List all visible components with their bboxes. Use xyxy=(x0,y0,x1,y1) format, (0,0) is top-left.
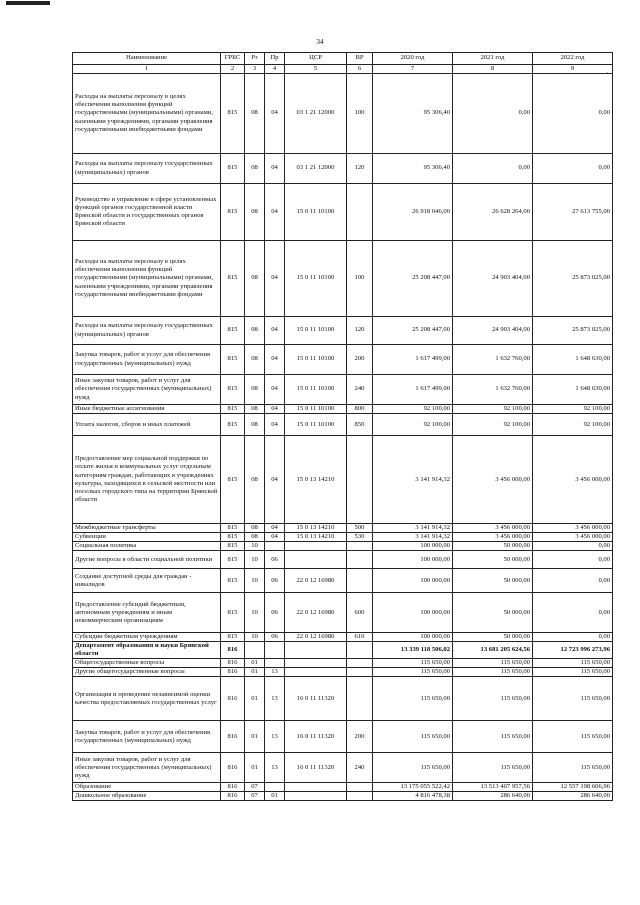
table-row xyxy=(73,593,613,633)
row-vr xyxy=(347,551,373,569)
row-pr xyxy=(265,783,285,792)
table-row xyxy=(73,542,613,551)
row-csr xyxy=(285,659,347,668)
row-name: Иные закупки товаров, работ и услуг для обеспечения государственных (муниципальных) нужд xyxy=(73,753,221,783)
table-row xyxy=(73,375,613,405)
row-amount-2022: 115 650,00 xyxy=(533,721,613,753)
row-amount-2022: 1 648 630,00 xyxy=(533,345,613,375)
table-row xyxy=(73,184,613,241)
row-grbs: 815 xyxy=(221,241,245,317)
row-vr xyxy=(347,783,373,792)
row-amount-2022: 12 557 198 606,96 xyxy=(533,783,613,792)
row-grbs: 815 xyxy=(221,533,245,542)
row-amount-2020: 100 000,00 xyxy=(373,542,453,551)
row-amount-2021: 3 456 000,00 xyxy=(453,533,533,542)
row-amount-2020: 115 650,00 xyxy=(373,677,453,721)
row-name: Субсидии бюджетным учреждениям xyxy=(73,633,221,642)
row-name: Уплата налогов, сборов и иных платежей xyxy=(73,414,221,436)
row-name: Иные закупки товаров, работ и услуг для обеспечения государственных (муниципальных) нужд xyxy=(73,375,221,405)
row-name: Расходы на выплаты персоналу государственных (муниципальных) органов xyxy=(73,154,221,184)
row-amount-2022: 92 100,00 xyxy=(533,405,613,414)
table-row xyxy=(73,792,613,801)
row-grbs: 816 xyxy=(221,677,245,721)
row-grbs: 815 xyxy=(221,542,245,551)
row-rz: 08 xyxy=(245,154,265,184)
row-vr: 200 xyxy=(347,721,373,753)
row-amount-2020: 3 141 914,32 xyxy=(373,524,453,533)
row-amount-2021: 24 903 404,00 xyxy=(453,317,533,345)
col-index: 4 xyxy=(265,65,285,74)
row-amount-2022: 115 650,00 xyxy=(533,668,613,677)
row-pr: 06 xyxy=(265,551,285,569)
row-amount-2022: 0,00 xyxy=(533,74,613,154)
row-name: Расходы на выплаты персоналу в целях обеспечения выполнения функций государственными (муниципальными) органами, казенными учреждениями, органами управления государственными внебюджетными фондами xyxy=(73,74,221,154)
row-grbs: 815 xyxy=(221,551,245,569)
row-amount-2020: 115 650,00 xyxy=(373,753,453,783)
col-index: 2 xyxy=(221,65,245,74)
row-grbs: 816 xyxy=(221,668,245,677)
col-index: 6 xyxy=(347,65,373,74)
row-amount-2021: 50 000,00 xyxy=(453,593,533,633)
row-vr xyxy=(347,569,373,593)
budget-table xyxy=(72,52,613,801)
row-vr: 100 xyxy=(347,241,373,317)
table-row xyxy=(73,533,613,542)
row-name: Образование xyxy=(73,783,221,792)
table-row xyxy=(73,154,613,184)
row-amount-2021: 115 650,00 xyxy=(453,659,533,668)
row-rz xyxy=(245,642,265,659)
row-amount-2022: 0,00 xyxy=(533,633,613,642)
row-grbs: 815 xyxy=(221,375,245,405)
row-csr: 15 0 11 10100 xyxy=(285,414,347,436)
row-vr xyxy=(347,642,373,659)
row-rz: 08 xyxy=(245,74,265,154)
table-row xyxy=(73,633,613,642)
row-name: Предоставление мер социальной поддержки по оплате жилья и коммунальных услуг отдельным категориям граждан, работающих в учреждениях культуры, находящихся в сельской местности или поселках городского типа на территории Брянской области xyxy=(73,436,221,524)
row-csr xyxy=(285,551,347,569)
row-amount-2020: 3 141 914,32 xyxy=(373,436,453,524)
row-rz: 01 xyxy=(245,659,265,668)
row-amount-2021: 50 000,00 xyxy=(453,551,533,569)
row-csr: 15 0 11 10100 xyxy=(285,375,347,405)
row-name: Иные бюджетные ассигнования xyxy=(73,405,221,414)
row-pr: 04 xyxy=(265,533,285,542)
table-row xyxy=(73,721,613,753)
row-vr: 120 xyxy=(347,154,373,184)
table-row xyxy=(73,345,613,375)
col-header-vr: ВР xyxy=(347,53,373,65)
row-vr xyxy=(347,668,373,677)
row-pr: 04 xyxy=(265,241,285,317)
column-index-row xyxy=(73,65,613,74)
row-pr: 04 xyxy=(265,345,285,375)
row-amount-2021: 1 632 760,00 xyxy=(453,345,533,375)
row-grbs: 815 xyxy=(221,633,245,642)
table-row xyxy=(73,677,613,721)
row-name: Руководство и управление в сфере установленных функций органов государственной власти Брянской области и государственных органов Брянской области xyxy=(73,184,221,241)
row-rz: 10 xyxy=(245,593,265,633)
col-header-2021: 2021 год xyxy=(453,53,533,65)
row-pr: 04 xyxy=(265,184,285,241)
row-amount-2021: 115 650,00 xyxy=(453,721,533,753)
budget-table-container xyxy=(72,52,612,801)
row-name: Социальная политика xyxy=(73,542,221,551)
row-amount-2022: 27 613 755,00 xyxy=(533,184,613,241)
col-index: 5 xyxy=(285,65,347,74)
row-rz: 08 xyxy=(245,524,265,533)
row-amount-2020: 100 000,00 xyxy=(373,551,453,569)
row-rz: 08 xyxy=(245,533,265,542)
table-row xyxy=(73,405,613,414)
row-amount-2022: 115 650,00 xyxy=(533,677,613,721)
row-amount-2021: 0,00 xyxy=(453,74,533,154)
row-vr: 240 xyxy=(347,753,373,783)
col-header-csr: ЦСР xyxy=(285,53,347,65)
row-csr: 15 0 13 14210 xyxy=(285,533,347,542)
row-amount-2021: 0,00 xyxy=(453,154,533,184)
row-csr: 15 0 11 10100 xyxy=(285,345,347,375)
row-name: Межбюджетные трансферты xyxy=(73,524,221,533)
row-rz: 01 xyxy=(245,668,265,677)
row-vr xyxy=(347,542,373,551)
col-index: 9 xyxy=(533,65,613,74)
row-vr xyxy=(347,659,373,668)
row-amount-2020: 4 816 478,38 xyxy=(373,792,453,801)
row-grbs: 815 xyxy=(221,569,245,593)
row-amount-2021: 50 000,00 xyxy=(453,633,533,642)
row-pr: 13 xyxy=(265,721,285,753)
row-csr: 22 0 12 16980 xyxy=(285,593,347,633)
row-amount-2022: 115 650,00 xyxy=(533,659,613,668)
row-amount-2022: 25 873 025,00 xyxy=(533,241,613,317)
row-pr: 13 xyxy=(265,668,285,677)
row-name: Расходы на выплаты персоналу в целях обеспечения выполнения функций государственными (муниципальными) органами, казенными учреждениями, органами управления государственными внебюджетными фондами xyxy=(73,241,221,317)
row-rz: 08 xyxy=(245,375,265,405)
row-grbs: 816 xyxy=(221,783,245,792)
row-vr xyxy=(347,436,373,524)
row-amount-2020: 92 100,00 xyxy=(373,405,453,414)
row-rz: 01 xyxy=(245,721,265,753)
row-grbs: 816 xyxy=(221,721,245,753)
row-rz: 08 xyxy=(245,405,265,414)
row-amount-2020: 13 175 055 522,42 xyxy=(373,783,453,792)
col-header-2022: 2022 год xyxy=(533,53,613,65)
row-amount-2020: 1 617 499,00 xyxy=(373,345,453,375)
col-header-2020: 2020 год xyxy=(373,53,453,65)
row-name: Закупка товаров, работ и услуг для обеспечения государственных (муниципальных) нужд xyxy=(73,721,221,753)
row-amount-2022: 12 723 996 273,96 xyxy=(533,642,613,659)
row-amount-2020: 92 100,00 xyxy=(373,414,453,436)
row-amount-2022: 0,00 xyxy=(533,542,613,551)
row-grbs: 816 xyxy=(221,792,245,801)
row-vr: 240 xyxy=(347,375,373,405)
row-pr: 04 xyxy=(265,154,285,184)
row-amount-2021: 3 456 000,00 xyxy=(453,436,533,524)
row-csr: 22 0 12 16980 xyxy=(285,633,347,642)
row-pr: 04 xyxy=(265,405,285,414)
scan-speck: · xyxy=(606,69,609,78)
row-name: Дошкольное образование xyxy=(73,792,221,801)
row-name: Другие общегосударственные вопросы xyxy=(73,668,221,677)
row-grbs: 815 xyxy=(221,184,245,241)
row-csr: 15 0 13 14210 xyxy=(285,524,347,533)
row-rz: 08 xyxy=(245,317,265,345)
table-row xyxy=(73,74,613,154)
table-row xyxy=(73,414,613,436)
row-amount-2020: 3 141 914,32 xyxy=(373,533,453,542)
row-csr: 15 0 11 10100 xyxy=(285,405,347,414)
row-name: Закупка товаров, работ и услуг для обеспечения государственных (муниципальных) нужд xyxy=(73,345,221,375)
header-row xyxy=(73,53,613,65)
row-csr: 03 1 21 12000 xyxy=(285,74,347,154)
row-amount-2022: 25 873 025,00 xyxy=(533,317,613,345)
row-grbs: 816 xyxy=(221,642,245,659)
row-grbs: 815 xyxy=(221,414,245,436)
row-rz: 08 xyxy=(245,241,265,317)
row-vr: 530 xyxy=(347,533,373,542)
page-number: 34 xyxy=(316,37,324,46)
row-vr: 500 xyxy=(347,524,373,533)
row-vr: 200 xyxy=(347,345,373,375)
row-amount-2020: 115 650,00 xyxy=(373,659,453,668)
row-vr: 100 xyxy=(347,74,373,154)
row-rz: 07 xyxy=(245,792,265,801)
row-rz: 10 xyxy=(245,542,265,551)
table-row xyxy=(73,317,613,345)
row-grbs: 815 xyxy=(221,405,245,414)
row-amount-2020: 115 650,00 xyxy=(373,668,453,677)
row-csr: 15 0 13 14210 xyxy=(285,436,347,524)
row-amount-2022: 3 456 000,00 xyxy=(533,436,613,524)
row-pr: 13 xyxy=(265,753,285,783)
row-grbs: 815 xyxy=(221,345,245,375)
row-rz: 10 xyxy=(245,551,265,569)
row-amount-2020: 1 617 499,00 xyxy=(373,375,453,405)
row-amount-2021: 13 681 205 624,56 xyxy=(453,642,533,659)
row-amount-2020: 100 000,00 xyxy=(373,593,453,633)
row-csr: 15 0 11 10100 xyxy=(285,241,347,317)
row-rz: 07 xyxy=(245,783,265,792)
row-rz: 08 xyxy=(245,345,265,375)
row-vr xyxy=(347,677,373,721)
col-header-rz: Рз xyxy=(245,53,265,65)
row-grbs: 815 xyxy=(221,593,245,633)
col-header-name: Наименование xyxy=(73,53,221,65)
row-pr xyxy=(265,542,285,551)
row-amount-2020: 100 000,00 xyxy=(373,569,453,593)
row-pr xyxy=(265,642,285,659)
row-grbs: 815 xyxy=(221,524,245,533)
row-name: Общегосударственные вопросы xyxy=(73,659,221,668)
row-amount-2020: 95 306,40 xyxy=(373,154,453,184)
row-csr: 15 0 11 10100 xyxy=(285,317,347,345)
table-row xyxy=(73,753,613,783)
row-amount-2021: 1 632 760,00 xyxy=(453,375,533,405)
row-amount-2021: 92 100,00 xyxy=(453,414,533,436)
row-amount-2020: 13 339 118 506,02 xyxy=(373,642,453,659)
row-amount-2022: 3 456 000,00 xyxy=(533,524,613,533)
table-row xyxy=(73,569,613,593)
row-vr xyxy=(347,184,373,241)
row-pr: 04 xyxy=(265,74,285,154)
row-vr: 850 xyxy=(347,414,373,436)
row-csr: 22 0 12 16980 xyxy=(285,569,347,593)
row-grbs: 815 xyxy=(221,154,245,184)
row-pr: 01 xyxy=(265,792,285,801)
row-amount-2022: 92 100,00 xyxy=(533,414,613,436)
row-rz: 08 xyxy=(245,436,265,524)
row-amount-2022: 0,00 xyxy=(533,551,613,569)
row-amount-2021: 115 650,00 xyxy=(453,677,533,721)
row-vr: 600 xyxy=(347,593,373,633)
scan-top-rule xyxy=(6,1,50,5)
row-amount-2021: 50 000,00 xyxy=(453,569,533,593)
row-amount-2020: 100 000,00 xyxy=(373,633,453,642)
row-amount-2021: 50 000,00 xyxy=(453,542,533,551)
row-amount-2022: 3 456 000,00 xyxy=(533,533,613,542)
row-csr xyxy=(285,792,347,801)
row-vr: 120 xyxy=(347,317,373,345)
row-amount-2020: 25 208 447,00 xyxy=(373,317,453,345)
row-name: Департамент образования и науки Брянской области xyxy=(73,642,221,659)
row-amount-2022: 0,00 xyxy=(533,154,613,184)
row-grbs: 815 xyxy=(221,317,245,345)
row-pr xyxy=(265,659,285,668)
row-amount-2020: 95 306,40 xyxy=(373,74,453,154)
row-rz: 08 xyxy=(245,184,265,241)
row-vr: 800 xyxy=(347,405,373,414)
row-rz: 01 xyxy=(245,753,265,783)
row-vr: 610 xyxy=(347,633,373,642)
row-name: Создание доступной среды для граждан - инвалидов xyxy=(73,569,221,593)
row-amount-2022: 0,00 xyxy=(533,569,613,593)
row-name: Организация и проведение независимой оценки качества предоставляемых государственных услуг xyxy=(73,677,221,721)
table-row xyxy=(73,241,613,317)
row-csr xyxy=(285,642,347,659)
row-grbs: 816 xyxy=(221,659,245,668)
table-row xyxy=(73,436,613,524)
row-amount-2021: 26 628 264,00 xyxy=(453,184,533,241)
table-row xyxy=(73,668,613,677)
row-pr: 13 xyxy=(265,677,285,721)
col-index: 7 xyxy=(373,65,453,74)
row-pr: 06 xyxy=(265,593,285,633)
row-amount-2021: 24 903 404,00 xyxy=(453,241,533,317)
table-row xyxy=(73,659,613,668)
row-pr: 06 xyxy=(265,569,285,593)
row-rz: 08 xyxy=(245,414,265,436)
row-csr: 15 0 11 10100 xyxy=(285,184,347,241)
row-grbs: 816 xyxy=(221,753,245,783)
row-grbs: 815 xyxy=(221,436,245,524)
row-name: Субвенции xyxy=(73,533,221,542)
col-index: 8 xyxy=(453,65,533,74)
col-header-grbs: ГРБС xyxy=(221,53,245,65)
row-amount-2020: 115 650,00 xyxy=(373,721,453,753)
col-index: 1 xyxy=(73,65,221,74)
row-amount-2021: 115 650,00 xyxy=(453,668,533,677)
table-row xyxy=(73,524,613,533)
table-body xyxy=(73,74,613,801)
row-amount-2021: 92 100,00 xyxy=(453,405,533,414)
row-csr: 16 0 11 11320 xyxy=(285,677,347,721)
row-amount-2022: 0,00 xyxy=(533,593,613,633)
row-csr: 03 1 21 12000 xyxy=(285,154,347,184)
table-row xyxy=(73,551,613,569)
row-name: Расходы на выплаты персоналу государственных (муниципальных) органов xyxy=(73,317,221,345)
row-pr: 04 xyxy=(265,375,285,405)
row-csr xyxy=(285,542,347,551)
row-pr: 06 xyxy=(265,633,285,642)
row-amount-2022: 286 640,00 xyxy=(533,792,613,801)
row-vr xyxy=(347,792,373,801)
col-index: 3 xyxy=(245,65,265,74)
row-rz: 10 xyxy=(245,569,265,593)
row-pr: 04 xyxy=(265,436,285,524)
row-rz: 10 xyxy=(245,633,265,642)
row-amount-2021: 286 640,00 xyxy=(453,792,533,801)
row-pr: 04 xyxy=(265,414,285,436)
row-amount-2021: 115 650,00 xyxy=(453,753,533,783)
row-rz: 01 xyxy=(245,677,265,721)
row-amount-2020: 26 918 046,00 xyxy=(373,184,453,241)
row-pr: 04 xyxy=(265,524,285,533)
row-name: Предоставление субсидий бюджетным, автономным учреждениям и иным некоммерческим организациям xyxy=(73,593,221,633)
table-row xyxy=(73,642,613,659)
row-amount-2020: 25 208 447,00 xyxy=(373,241,453,317)
row-name: Другие вопросы в области социальной политики xyxy=(73,551,221,569)
row-amount-2021: 3 456 000,00 xyxy=(453,524,533,533)
col-header-pr: Пр xyxy=(265,53,285,65)
row-csr: 16 0 11 11320 xyxy=(285,753,347,783)
row-amount-2022: 1 648 630,00 xyxy=(533,375,613,405)
row-amount-2021: 13 513 407 957,56 xyxy=(453,783,533,792)
row-csr xyxy=(285,668,347,677)
row-csr xyxy=(285,783,347,792)
table-row xyxy=(73,783,613,792)
row-pr: 04 xyxy=(265,317,285,345)
row-csr: 16 0 11 11320 xyxy=(285,721,347,753)
row-amount-2022: 115 650,00 xyxy=(533,753,613,783)
row-grbs: 815 xyxy=(221,74,245,154)
